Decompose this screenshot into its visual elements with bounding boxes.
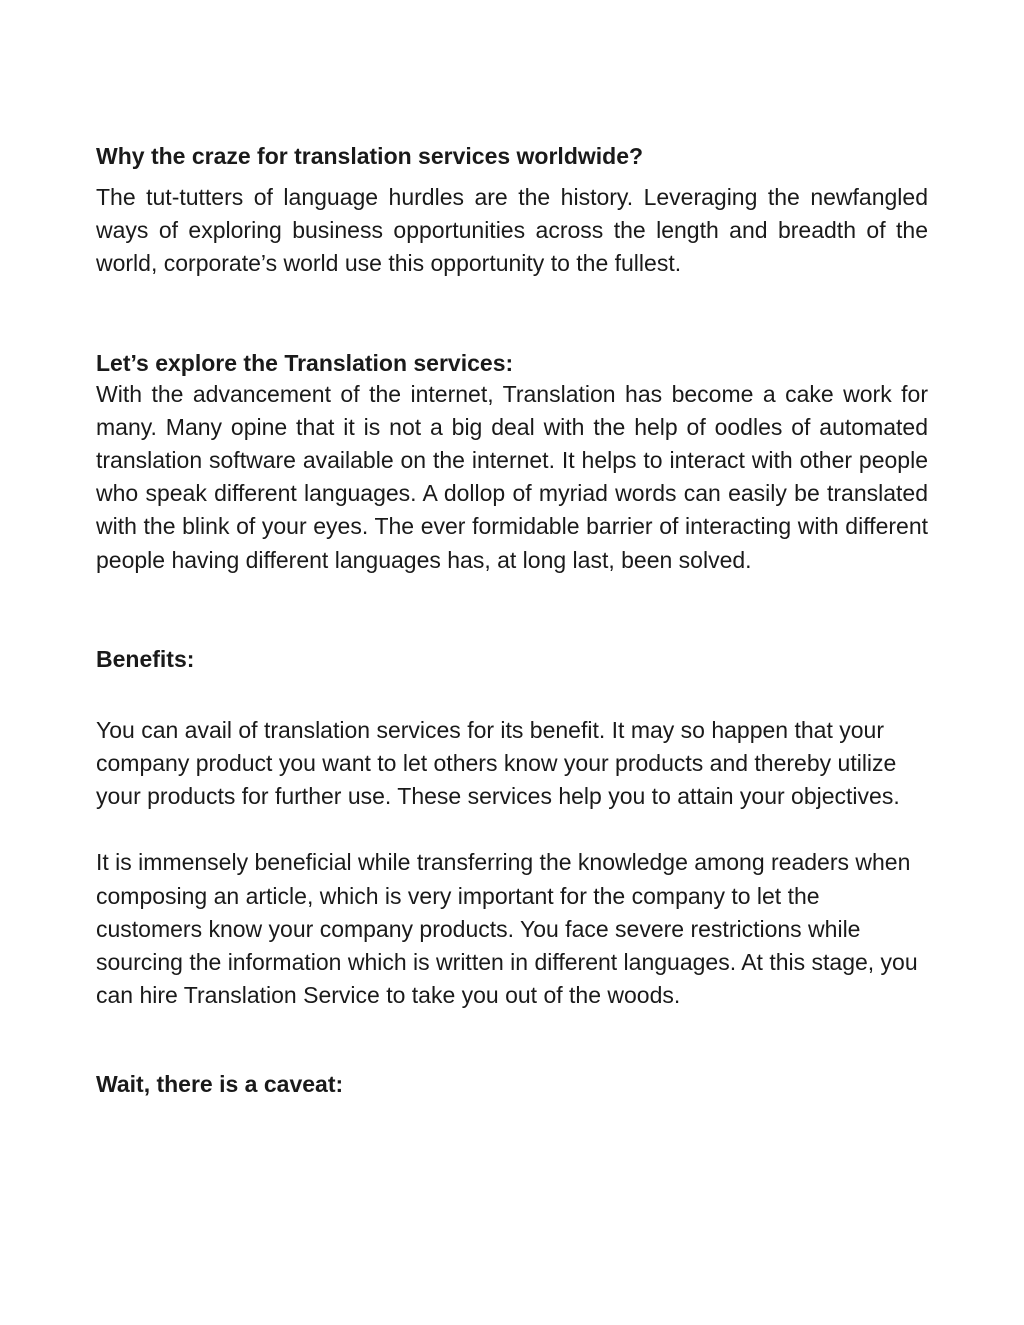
section-heading-caveat: Wait, there is a caveat:: [96, 1071, 344, 1098]
paragraph-knowledge-transfer: It is immensely beneficial while transferring the knowledge among readers when composing an article, which is very important for the company to let the customers know your company products. You face severe restrictions while sourcing the information which is written in different languages. At this stage, you can hire Translation Service to take you out of the woods.: [96, 849, 918, 1009]
paragraph-avail-services: You can avail of translation services for its benefit. It may so happen that your company product you want to let others know your products and thereby utilize your products for further use. These services help you to attain your objectives.: [96, 716, 900, 810]
section-heading-explore-translation: Let’s explore the Translation services:: [96, 349, 514, 376]
paragraph-internet-advancement: With the advancement of the internet, Translation has become a cake work for many. Many opine that it is not a big deal with the help of oodles of automated translation software available on the internet. It helps to interact with other people who speak different languages. A dollop of myriad words can easily be translated with the blink of your eyes. The ever formidable barrier of interacting with different people having different languages has, at long last, been solved.: [96, 380, 928, 573]
paragraph-language-hurdles: The tut-tutters of language hurdles are the history. Leveraging the newfangled ways of exploring business opportunities across the length and breadth of the world, corporate’s world use this opportunity to the fullest.: [96, 184, 928, 277]
document-page: [96, 136, 928, 1101]
section-heading-benefits: Benefits:: [96, 645, 195, 672]
section-heading-translation-craze: Why the craze for translation services worldwide?: [96, 143, 644, 169]
